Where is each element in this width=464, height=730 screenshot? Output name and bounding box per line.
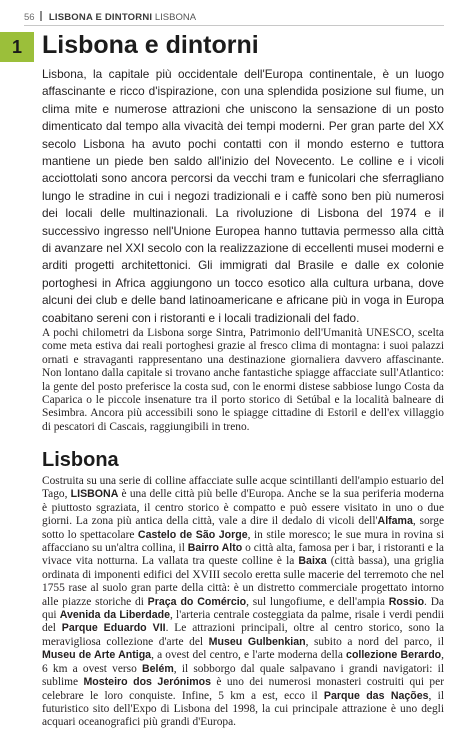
page-number: 56 [24, 12, 35, 23]
place-name: collezione Berardo [346, 649, 442, 662]
header-subsection: LISBONA [154, 12, 197, 23]
text-run: (città bassa), una griglia ordinata di imponenti edifici del XVIII secolo eretta sulle macerie del terremoto che nel 1755 rase al suolo gran parte della città: è un distretto commerciale progettato intorno alle piazze storiche di [42, 555, 444, 608]
place-name: Museu de Arte Antiga [42, 649, 152, 662]
chapter-number-tab: 1 [0, 32, 34, 62]
chapter-title: Lisbona e dintorni [42, 31, 259, 59]
header-separator [40, 11, 42, 21]
place-name: Praça do Comércio [147, 595, 247, 608]
text-run: è una delle città più belle d'Europa. Anche se la sua periferia moderna è piuttosto sgraziata, il centro storico è compatto e può essere visitato in uno o due giorni. La zona più antica della città, vale a dire il dedalo di vicoli dell' [42, 488, 444, 528]
text-run: , in stile moresco; le sue mura in rovina si affacciano su un'altra collina, il [42, 528, 444, 555]
lisbona-paragraph [42, 475, 444, 730]
text-run: , sorge sotto lo spettacolare [42, 515, 444, 541]
text-run: . Da qui [42, 595, 444, 622]
text-run: Costruita su una serie di colline affacciate sulle acque scintillanti dell'ampio estuario del Tago, [42, 475, 444, 501]
text-run: , a ovest del centro, e l'arte moderna della [151, 649, 347, 662]
text-run: , sul lungofiume, e dell'ampia [246, 595, 389, 608]
sintra-paragraph: A pochi chilometri da Lisbona sorge Sintra, Patrimonio dell'Umanità UNESCO, scelta come meta estiva dai reali portoghesi grazie al fresco clima di montagna: i suoi palazzi ornati e stravaganti rappresentano una destinazione giornaliera davvero affascinante. Non lontano dalla capitale si trovano anche fantastiche spiagge affacciate sull'Atlantico: la gente del posto preferisce la costa sud, con le enormi distese sabbiose lungo Costa da Caparica o le piccole insenature tra il porto storico di Setúbal e la località balneare di Sesimbra. Ancora più accessibili sono le spiagge cittadine di Estoril e dell'ex villaggio di pescatori di Cascais, raggiungibili in treno. [42, 327, 444, 433]
section-title: Lisbona [42, 449, 119, 471]
running-head [24, 11, 444, 23]
place-name: Bairro Alto [187, 542, 243, 555]
place-name: Avenida da Liberdade [59, 609, 171, 622]
place-name: Alfama [377, 515, 413, 528]
place-name: LISBONA [70, 488, 119, 501]
text-run: . Le attrazioni principali, oltre al centro storico, sono la meravigliosa collezione d'arte del [42, 622, 444, 648]
place-name: Museu Gulbenkian [208, 635, 306, 648]
text-run: , il futuristico sito dell'Expo di Lisbona del 1998, la cui principale attrazione è uno degli acquari oceanografici più grandi d'Europa. [42, 689, 444, 729]
place-name: Parque Eduardo VII [61, 622, 166, 635]
text-run: , l'arteria centrale costeggiata da palme, risale i verdi pendii del [42, 609, 444, 635]
header-section: LISBONA E DINTORNI [48, 12, 153, 23]
text-run: , il sobborgo dal quale salpavano i grandi navigatori: il sublime [42, 662, 444, 689]
place-name: Mosteiro dos Jerónimos [83, 676, 212, 689]
text-run: o città alta, famosa per i bar, i ristoranti e la vivace vita notturna. La vallata tra queste colline è la [42, 542, 444, 568]
place-name: Parque das Nações [323, 689, 429, 702]
text-run: , subito a nord del parco, il [305, 635, 444, 648]
header-rule [24, 25, 444, 26]
intro-paragraph: Lisbona, la capitale più occidentale dell'Europa continentale, è un luogo affascinante e ricco d'ispirazione, con una splendida posizione sul fiume, un clima mite e numerose attrazioni che uniscono la sensazione di un posto dimenticato dal tempo alla vivacità dei tempi moderni. Per gran parte del XX secolo Lisbona ha avuto pochi contatti con il mondo esterno e tuttora mantiene un piede ben saldo all'inizio del Novecento. Le colline e i vicoli acciottolati sono ancora percorsi da vecchi tram e funicolari che sferragliano lungo le stradine in cui i negozi tradizionali e i caffè sono ben più numerosi dei locali delle multinazionali. La rivoluzione di Lisbona del 1974 e il successivo ingresso nell'Unione Europea hanno tuttavia permesso alla città di avanzare nel XXI secolo con la realizzazione di eccellenti musei moderni e arditi progetti architettonici. Gli immigrati dal Brasile e dalle ex colonie portoghesi in Africa aggiungono un tocco esotico alla cultura urbana, dove alcuni dei club e delle band latinoamericane e africane più in voga in Europa coabitano sereni con i ristoranti e i locali tradizionali del fado. [42, 67, 444, 325]
place-name: Castelo de São Jorge [137, 528, 248, 541]
place-name: Rossio [388, 595, 425, 608]
place-name: Baixa [298, 555, 327, 568]
text-run: è uno dei numerosi monasteri costruiti qui per celebrare le loro conquiste. Infine, 5 km a est, ecco il [42, 676, 444, 702]
place-name: Belém [142, 662, 174, 675]
text-run: , 6 km a ovest verso [42, 649, 445, 675]
